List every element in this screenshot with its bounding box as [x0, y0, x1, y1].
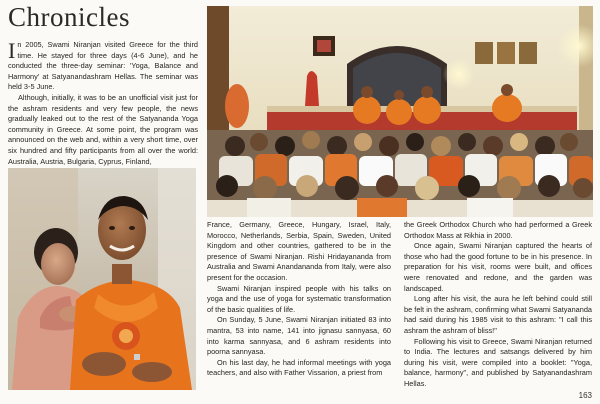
column2-paragraph-4: Following his visit to Greece, Swami Niranjan returned to India. The lectures and satsangs delivered by him during his visit, were compiled into a booklet: "Yoga, balance, harmony", and published by Satyanandashram Hellas. [404, 336, 592, 388]
column2-paragraph-2: Once again, Swami Niranjan captured the hearts of those who had the good fortune to be in his presence. In preparation for his visit, rooms were built, and offices were renovated and redone, and the garden was landscaped. [404, 241, 592, 293]
portrait-illustration [8, 168, 196, 390]
intro-paragraph-1: In 2005, Swami Niranjan visited Greece for the third time. He stayed for three days (4-6 June), and he conducted the three-day seminar: 'Yoga, Balance and Harmony' at Satyanandashram Hellas. The seminar was held 3-5 June. [8, 40, 198, 92]
page-title: Chronicles [8, 2, 130, 32]
portrait-photo [8, 168, 196, 390]
hall-photo [207, 6, 593, 217]
intro-paragraph-2: Although, initially, it was to be an unofficial visit just for the ashram residents and very few people, the news gradually leaked out to the rest of the Satyananda Yoga community in Greece. At some point, the program was announced on the web and, within a very short time, over six hundred and fifty participants from all over the world: Australia, Austria, Bulgaria, Cyprus, Finland, [8, 92, 198, 166]
intro-text [8, 40, 198, 168]
page-number: 163 [578, 391, 592, 400]
body-column-2 [404, 220, 592, 388]
column1-paragraph-2: Swami Niranjan inspired people with his talks on yoga and the use of yoga for systematic transformation of the basic qualities of life. [207, 283, 391, 314]
column2-paragraph-1: the Greek Orthodox Church who had performed a Greek Orthodox Mass at Rikhia in 2000. [404, 220, 592, 240]
column1-paragraph-3: On Sunday, 5 June, Swami Niranjan initiated 83 into mantra, 53 into name, 141 into jignasu sannyasa, 60 into karma sannyasa, and 6 ashram residents into poorna sannyasa. [207, 315, 391, 357]
column1-paragraph-1: France, Germany, Greece, Hungary, Israel, Italy, Morocco, Netherlands, Serbia, Spain, Sweden, United Kingdom and other countries, gathered to be in the presence of Swami Niranjan. Rishi Hridayananda from Australia and Swami Anandananda from Italy, were also present for the occasion. [207, 220, 391, 282]
body-column-1 [207, 220, 391, 388]
drop-cap: I [8, 40, 16, 63]
hall-illustration [207, 6, 593, 217]
column1-paragraph-4: On his last day, he had informal meetings with yoga teachers, and also with Father Vissarion, a priest from [207, 357, 391, 378]
column2-paragraph-3: Long after his visit, the aura he left behind could still be felt in the ashram, confirming what Swami Satyananda had said during his 1985 visit to this ashram: "I call this ashram the ashram of bliss!" [404, 294, 592, 335]
